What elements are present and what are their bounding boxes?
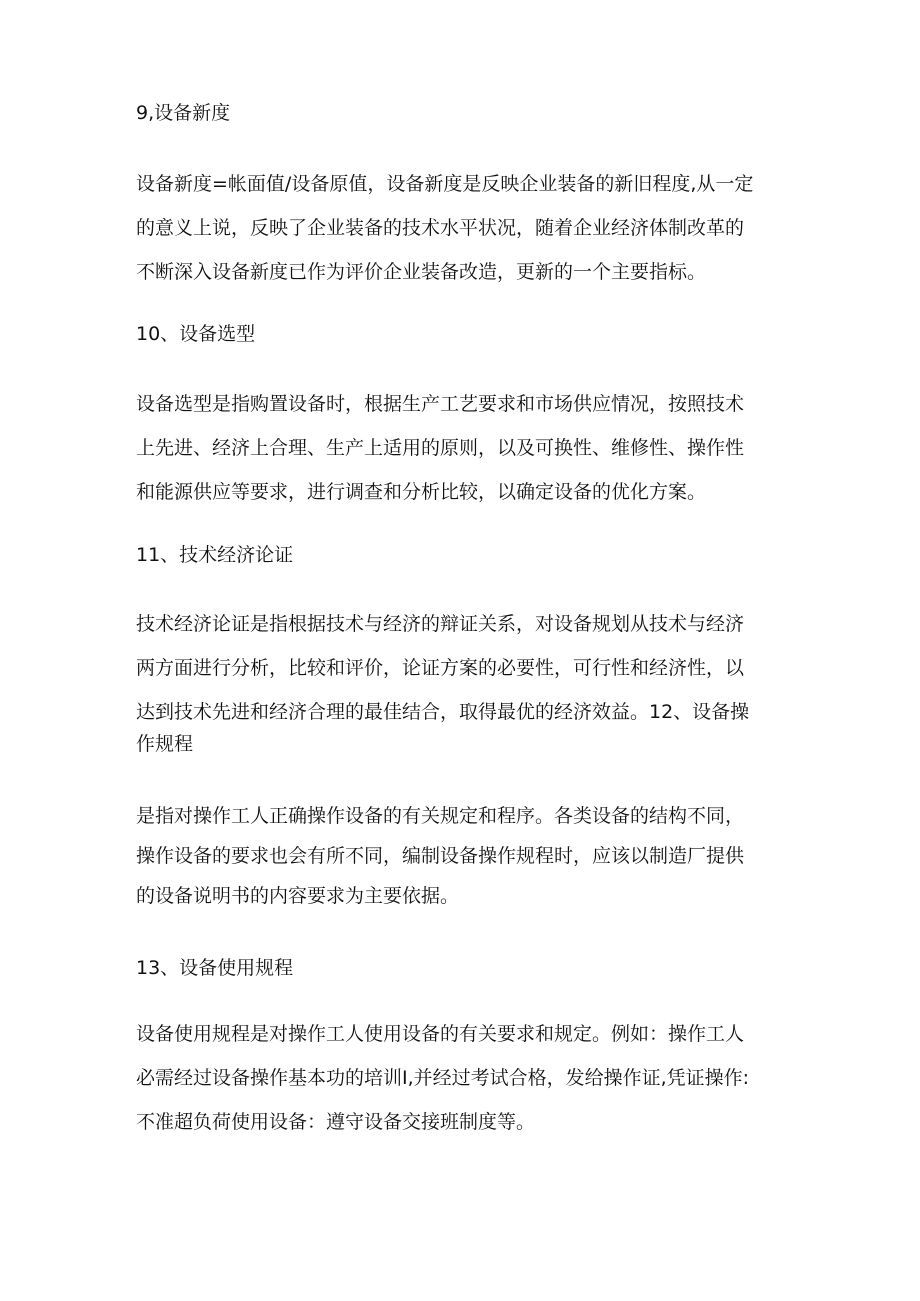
paragraph-line: 作规程 — [136, 733, 194, 755]
paragraph-line: 不准超负荷使用设备：遵守设备交接班制度等。 — [136, 1111, 536, 1133]
paragraph-line: 技术经济论证是指根据技术与经济的辩证关系，对设备规划从技术与经济 — [136, 613, 745, 635]
section-paragraph-9 — [136, 171, 786, 285]
section-paragraph-12 — [136, 803, 786, 909]
section-paragraph-11 — [136, 611, 786, 757]
paragraph-line: 设备新度=帐面值/设备原值，设备新度是反映企业装备的新旧程度,从一定 — [136, 173, 754, 195]
section-heading-13: 13、设备使用规程 — [136, 957, 294, 979]
section-heading-10: 10、设备选型 — [136, 323, 256, 345]
paragraph-line: 必需经过设备操作基本功的培训I,并经过考试合格，发给操作证,凭证操作: — [136, 1067, 750, 1089]
paragraph-line: 设备选型是指购置设备时，根据生产工艺要求和市场供应情况，按照技术 — [136, 393, 745, 415]
paragraph-line: 达到技术先进和经济合理的最佳结合，取得最优的经济效益。12、设备操 — [136, 701, 750, 723]
paragraph-line: 操作设备的要求也会有所不同，编制设备操作规程时，应该以制造厂提供 — [136, 845, 745, 867]
paragraph-line: 设备使用规程是对操作工人使用设备的有关要求和规定。例如：操作工人 — [136, 1023, 745, 1045]
section-heading-9: 9,设备新度 — [136, 102, 231, 124]
section-paragraph-13 — [136, 1021, 786, 1135]
paragraph-line: 的意义上说，反映了企业装备的技术水平状况，随着企业经济体制改革的 — [136, 217, 745, 239]
paragraph-line: 上先进、经济上合理、生产上适用的原则，以及可换性、维修性、操作性 — [136, 437, 745, 459]
section-heading-11: 11、技术经济论证 — [136, 544, 294, 566]
paragraph-line: 和能源供应等要求，进行调查和分析比较，以确定设备的优化方案。 — [136, 481, 707, 503]
paragraph-line: 不断深入设备新度已作为评价企业装备改造，更新的一个主要指标。 — [136, 261, 707, 283]
paragraph-line: 两方面进行分析，比较和评价，论证方案的必要性，可行性和经济性，以 — [136, 657, 745, 679]
paragraph-line: 是指对操作工人正确操作设备的有关规定和程序。各类设备的结构不同， — [136, 805, 745, 827]
section-paragraph-10 — [136, 391, 786, 505]
paragraph-line: 的设备说明书的内容要求为主要依据。 — [136, 885, 460, 907]
